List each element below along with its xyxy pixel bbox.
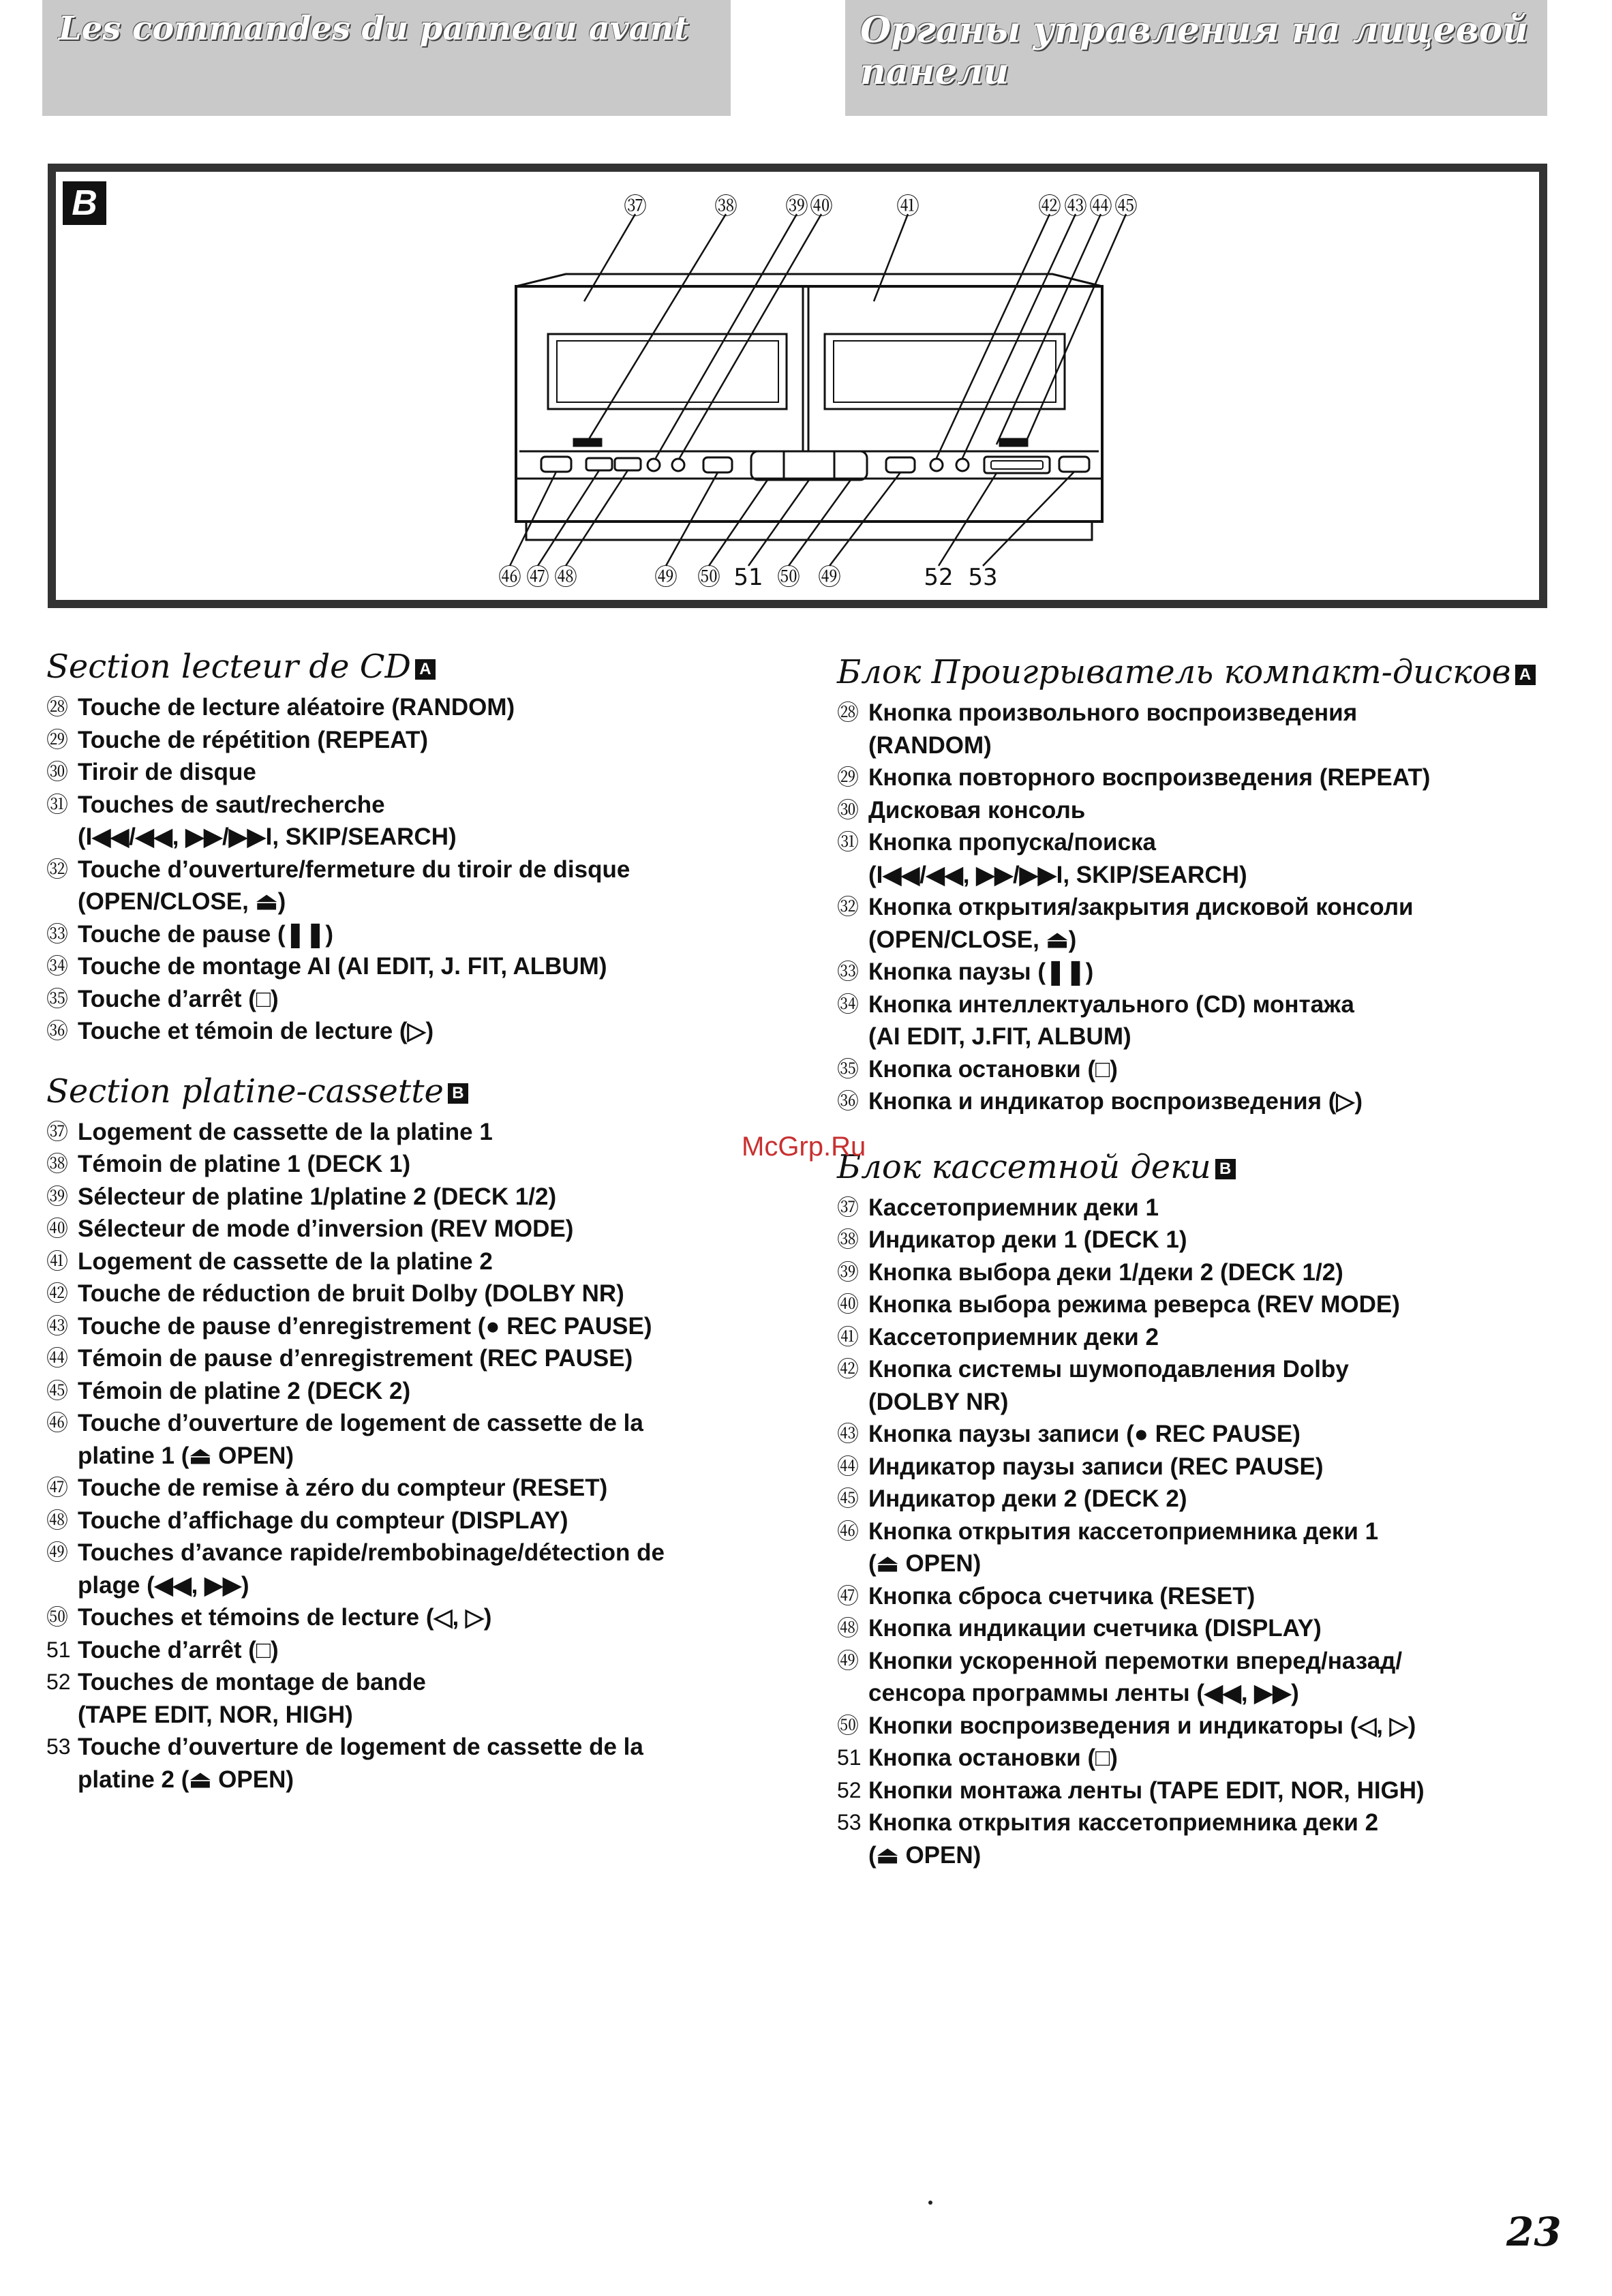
- item-number: ㊱: [837, 1089, 860, 1113]
- list-item: [837, 859, 1539, 892]
- item-number: ㊱: [46, 1018, 69, 1043]
- item-text: Témoin de platine 2 (DECK 2): [78, 1377, 411, 1404]
- list-item: [837, 1053, 1539, 1086]
- item-text: Дисковая консоль: [868, 796, 1086, 824]
- item-number: ㊲: [837, 1194, 860, 1220]
- list-item: [837, 1224, 1539, 1256]
- item-number: ㊸: [837, 1421, 860, 1446]
- rev-mode-button: [672, 459, 684, 471]
- item-number: ㊺: [46, 1378, 69, 1403]
- list-item: [837, 988, 1539, 1021]
- reset-button: [586, 458, 612, 470]
- list-item: [46, 1634, 755, 1667]
- list-item: [837, 1085, 1539, 1118]
- list-item: [837, 1386, 1539, 1419]
- callout-50a: ㊿: [697, 564, 720, 591]
- item-number: ㉙: [46, 727, 69, 752]
- item-number: ㊲: [46, 1119, 69, 1144]
- item-number: ㊾: [46, 1540, 69, 1565]
- list-item: [46, 1116, 755, 1149]
- item-text: Кнопка остановки (□): [868, 1055, 1118, 1083]
- deck2-open-button: [1059, 457, 1089, 472]
- item-text: Touche d’affichage du compteur (DISPLAY): [78, 1507, 568, 1534]
- item-number: ㉚: [46, 759, 69, 784]
- list-item: [837, 1742, 1539, 1774]
- callout-51: 51: [733, 564, 763, 591]
- russian-column: [837, 653, 1539, 1871]
- rewind-button: [703, 457, 732, 472]
- item-text: Touches de montage de bande: [78, 1669, 426, 1695]
- list-item: [46, 1731, 755, 1764]
- item-text: Индикатор паузы записи (REC PAUSE): [868, 1453, 1324, 1480]
- item-number: ㊷: [46, 1281, 69, 1305]
- item-number: ㊸: [46, 1313, 69, 1338]
- item-text: (TAPE EDIT, NOR, HIGH): [78, 1701, 353, 1728]
- item-number: ㊴: [837, 1259, 860, 1284]
- item-text: Индикатор деки 1 (DECK 1): [868, 1226, 1187, 1253]
- header-left-banner: [42, 0, 731, 116]
- list-item: [46, 1213, 755, 1245]
- list-item: [46, 1181, 755, 1213]
- item-number: ㊻: [46, 1410, 69, 1435]
- deck-diagram: [56, 172, 1539, 600]
- figure-tag: B: [63, 181, 106, 225]
- item-text: Logement de cassette de la platine 1: [78, 1118, 493, 1145]
- item-number: ㉜: [46, 856, 69, 881]
- item-number: ㉙: [837, 765, 860, 789]
- item-text: Кнопка открытия/закрытия дисковой консоли: [868, 894, 1414, 920]
- list-item: [46, 1764, 755, 1796]
- tape-section-title-text: Блок кассетной деки: [837, 1147, 1211, 1186]
- list-item: [837, 1288, 1539, 1321]
- item-text: Кнопка системы шумоподавления Dolby: [868, 1356, 1349, 1383]
- item-number: ㊼: [837, 1583, 860, 1608]
- ffwd-button: [886, 457, 915, 472]
- list-item: [46, 1310, 755, 1343]
- callout-50b: ㊿: [777, 564, 800, 591]
- item-text: Touche d’arrêt (□): [78, 1636, 279, 1663]
- item-text: Touche de répétition (REPEAT): [78, 726, 428, 753]
- list-item: [837, 1677, 1539, 1710]
- item-text: platine 1 (⏏ OPEN): [78, 1442, 294, 1469]
- item-text: Кнопка открытия кассетоприемника деки 1: [868, 1517, 1379, 1545]
- transport-cluster: [751, 451, 867, 480]
- item-number: ㊹: [837, 1453, 860, 1479]
- tape-section-title-fr: [46, 1072, 755, 1111]
- item-text: (OPEN/CLOSE, ⏏): [868, 926, 1077, 953]
- item-number: ㊵: [46, 1216, 69, 1241]
- item-number: ㉞: [46, 954, 69, 978]
- list-item: [837, 826, 1539, 859]
- deck1-indicator: [574, 439, 601, 446]
- item-number: ㉟: [46, 986, 69, 1011]
- item-text: сенсора программы ленты (◀◀, ▶▶): [868, 1680, 1299, 1706]
- item-number: ㉘: [46, 695, 69, 719]
- list-item: [46, 886, 755, 918]
- callout-38: ㊳: [714, 193, 737, 220]
- list-item: [46, 789, 755, 821]
- item-text: (⏏ OPEN): [868, 1841, 982, 1869]
- list-item: [46, 1601, 755, 1634]
- deck-select-button: [648, 459, 660, 471]
- callout-44: ㊹: [1089, 193, 1112, 220]
- cd-items-fr: [46, 691, 755, 1048]
- list-item: [837, 1774, 1539, 1807]
- item-number: 53: [837, 1810, 862, 1834]
- tape-section-badge: B: [1215, 1159, 1236, 1179]
- item-text: Кнопка выбора режима реверса (REV MODE): [868, 1291, 1400, 1318]
- item-text: (I◀◀/◀◀, ▶▶/▶▶I, SKIP/SEARCH): [78, 824, 457, 850]
- item-number: ㊳: [46, 1151, 69, 1176]
- item-text: Sélecteur de mode d’inversion (REV MODE): [78, 1215, 574, 1242]
- item-number: ㉝: [837, 959, 860, 984]
- list-item: [837, 924, 1539, 956]
- list-item: [46, 1407, 755, 1440]
- list-item: [46, 1699, 755, 1732]
- item-number: ㉜: [837, 894, 860, 919]
- item-number: ㉛: [837, 830, 860, 854]
- item-number: ㊺: [837, 1486, 860, 1511]
- list-item: [46, 854, 755, 886]
- list-item: [46, 1472, 755, 1505]
- item-text: Кнопка паузы записи (● REC PAUSE): [868, 1421, 1301, 1447]
- list-item: [46, 1245, 755, 1278]
- item-number: ㉚: [837, 797, 860, 822]
- item-number: ㊴: [46, 1183, 69, 1209]
- deck1-window: [548, 334, 787, 409]
- item-number: ㊷: [837, 1357, 860, 1381]
- item-number: ㉟: [837, 1056, 860, 1081]
- item-number: ㊼: [46, 1475, 69, 1500]
- item-number: ㉛: [46, 791, 69, 817]
- list-item: [46, 1666, 755, 1699]
- list-item: [837, 1547, 1539, 1580]
- item-text: Logement de cassette de la platine 2: [78, 1248, 493, 1275]
- list-item: [46, 756, 755, 789]
- item-text: Touche de pause (❚❚): [78, 920, 333, 948]
- item-text: (AI EDIT, J.FIT, ALBUM): [868, 1023, 1131, 1050]
- callout-49a: ㊾: [654, 564, 678, 591]
- list-item: [46, 1537, 755, 1569]
- item-text: Кнопка пропуска/поиска: [868, 829, 1157, 856]
- list-item: [837, 1645, 1539, 1678]
- callout-48: ㊽: [554, 564, 577, 591]
- french-column: [46, 648, 755, 1796]
- item-number: ㊵: [837, 1292, 860, 1316]
- callout-45: ㊺: [1114, 193, 1138, 220]
- list-item: [46, 1342, 755, 1375]
- item-text: (I◀◀/◀◀, ▶▶/▶▶I, SKIP/SEARCH): [868, 861, 1247, 888]
- deck1-open-button: [541, 457, 571, 472]
- item-number: ㊻: [837, 1518, 860, 1543]
- item-text: Кнопка сброса счетчика (RESET): [868, 1582, 1256, 1610]
- list-item: [46, 918, 755, 951]
- item-text: (RANDOM): [868, 731, 992, 759]
- item-text: Touches d’avance rapide/rembobinage/détection de: [78, 1539, 665, 1566]
- item-text: Кнопки монтажа ленты (TAPE EDIT, NOR, HIGH): [868, 1777, 1425, 1804]
- list-item: [837, 1580, 1539, 1613]
- item-text: Touche et témoin de lecture (▷): [78, 1018, 434, 1044]
- list-item: [46, 821, 755, 854]
- item-text: Кнопка выбора деки 1/деки 2 (DECK 1/2): [868, 1258, 1343, 1286]
- item-text: Touche d’ouverture de logement de cassette de la: [78, 1410, 643, 1436]
- item-text: Кнопка произвольного воспроизведения: [868, 699, 1358, 726]
- item-text: Кнопка паузы (❚❚): [868, 958, 1094, 985]
- callout-46: ㊻: [498, 564, 521, 591]
- callout-52: 52: [924, 564, 954, 591]
- item-text: Touches de saut/recherche: [78, 791, 385, 818]
- item-number: ㉘: [837, 700, 860, 725]
- item-text: Touche d’ouverture/fermeture du tiroir de disque: [78, 856, 630, 883]
- item-text: Кнопка открытия кассетоприемника деки 2: [868, 1809, 1379, 1836]
- cd-section-title-text: Блок Проигрыватель компакт-дисков: [837, 653, 1511, 691]
- callout-43: ㊸: [1064, 193, 1087, 220]
- item-text: Кассетоприемник деки 2: [868, 1323, 1159, 1350]
- item-number: ㊹: [46, 1346, 69, 1370]
- item-text: Touche de remise à zéro du compteur (RESET): [78, 1475, 608, 1501]
- item-number: 52: [46, 1670, 71, 1694]
- item-text: Кнопка повторного воспроизведения (REPEAT): [868, 764, 1431, 791]
- display-button: [615, 458, 641, 470]
- item-text: Индикатор деки 2 (DECK 2): [868, 1485, 1187, 1512]
- header-right-banner: [845, 0, 1547, 116]
- list-item: [837, 1256, 1539, 1289]
- item-text: Touche de montage AI (AI EDIT, J. FIT, ALBUM): [78, 953, 607, 980]
- list-item: [837, 1418, 1539, 1451]
- item-text: (⏏ OPEN): [868, 1550, 982, 1577]
- list-item: [46, 724, 755, 757]
- list-item: [837, 1839, 1539, 1872]
- cd-section-title-text: Section lecteur de CD: [46, 648, 411, 686]
- tape-items-fr: [46, 1116, 755, 1796]
- item-text: Кнопка остановки (□): [868, 1744, 1118, 1771]
- list-item: [46, 983, 755, 1016]
- list-item: [837, 794, 1539, 827]
- list-item: [837, 1612, 1539, 1645]
- list-item: [46, 1148, 755, 1181]
- item-text: Sélecteur de platine 1/platine 2 (DECK 1/2): [78, 1183, 557, 1210]
- list-item: [837, 891, 1539, 924]
- item-number: ㊽: [837, 1616, 860, 1640]
- item-text: platine 2 (⏏ OPEN): [78, 1766, 294, 1793]
- item-text: Touche d’ouverture de logement de cassette de la: [78, 1734, 643, 1760]
- list-item: [837, 1515, 1539, 1548]
- list-item: [837, 761, 1539, 794]
- item-text: Tiroir de disque: [78, 759, 256, 785]
- item-text: plage (◀◀, ▶▶): [78, 1571, 249, 1599]
- item-text: Кнопки воспроизведения и индикаторы (◁, ▷): [868, 1712, 1416, 1739]
- item-text: Кнопка и индикатор воспроизведения (▷): [868, 1088, 1363, 1115]
- callout-37: ㊲: [624, 193, 647, 220]
- list-item: [46, 1569, 755, 1602]
- list-item: [837, 1321, 1539, 1354]
- tape-edit-switch: [984, 457, 1050, 473]
- item-text: Кнопка интеллектуального (CD) монтажа: [868, 991, 1354, 1018]
- list-item: [46, 950, 755, 983]
- dolby-nr-button: [930, 459, 943, 471]
- item-number: 51: [837, 1745, 862, 1770]
- list-item: [837, 1353, 1539, 1386]
- header-right-title: Органы управления на лицевой панели: [860, 10, 1529, 93]
- list-item: [46, 1278, 755, 1310]
- list-item: [837, 1710, 1539, 1742]
- item-number: ㊶: [837, 1324, 860, 1349]
- item-text: Кнопки ускоренной перемотки вперед/назад/: [868, 1647, 1403, 1674]
- stray-dot: [928, 2201, 932, 2205]
- item-text: Touche de réduction de bruit Dolby (DOLBY NR): [78, 1280, 624, 1307]
- page-number: 23: [1506, 2209, 1562, 2255]
- cd-section-badge: A: [415, 659, 436, 680]
- list-item: [46, 1015, 755, 1048]
- list-item: [837, 1807, 1539, 1839]
- list-item: [46, 691, 755, 724]
- item-number: ㉞: [837, 991, 860, 1016]
- list-item: [46, 1375, 755, 1408]
- cd-section-badge: A: [1515, 665, 1536, 685]
- header-left-title: Les commandes du panneau avant: [59, 10, 689, 48]
- list-item: [46, 1440, 755, 1472]
- item-number: 51: [46, 1637, 71, 1662]
- item-number: ㊽: [46, 1507, 69, 1532]
- item-number: ㊾: [837, 1648, 860, 1673]
- callout-47: ㊼: [526, 564, 549, 591]
- callout-41: ㊶: [896, 193, 919, 220]
- callout-39: ㊴: [785, 193, 808, 220]
- list-item: [46, 1505, 755, 1537]
- item-text: Témoin de platine 1 (DECK 1): [78, 1151, 411, 1177]
- list-item: [837, 1021, 1539, 1053]
- watermark: McGrp.Ru: [742, 1132, 866, 1162]
- cd-section-title-fr: [46, 648, 755, 686]
- callout-40: ㊵: [810, 193, 833, 220]
- item-text: (DOLBY NR): [868, 1388, 1009, 1415]
- rec-pause-button: [956, 459, 969, 471]
- item-number: 53: [46, 1734, 71, 1759]
- item-text: Témoin de pause d’enregistrement (REC PAUSE): [78, 1345, 633, 1372]
- item-number: ㊿: [837, 1712, 860, 1738]
- cd-section-title-ru: [837, 653, 1539, 691]
- item-text: Touche de pause d’enregistrement (● REC PAUSE): [78, 1312, 652, 1340]
- list-item: [837, 697, 1539, 729]
- item-text: Touches et témoins de lecture (◁, ▷): [78, 1604, 492, 1631]
- tape-section-badge: B: [448, 1083, 468, 1104]
- cd-items-ru: [837, 697, 1539, 1118]
- callout-49b: ㊾: [818, 564, 841, 591]
- list-item: [837, 1451, 1539, 1483]
- list-item: [837, 1192, 1539, 1224]
- tape-section-title-ru: [837, 1148, 1539, 1186]
- item-number: ㊿: [46, 1605, 69, 1629]
- tape-items-ru: [837, 1192, 1539, 1872]
- list-item: [837, 729, 1539, 762]
- item-text: Touche de lecture aléatoire (RANDOM): [78, 694, 515, 721]
- item-text: Кнопка индикации счетчика (DISPLAY): [868, 1615, 1322, 1642]
- callout-53: 53: [968, 564, 998, 591]
- item-number: 52: [837, 1777, 862, 1802]
- deck2-indicator: [1000, 439, 1027, 446]
- tape-section-title-text: Section platine-cassette: [46, 1072, 444, 1111]
- item-number: ㊳: [837, 1227, 860, 1252]
- callout-42: ㊷: [1038, 193, 1061, 220]
- item-text: Touche d’arrêt (□): [78, 985, 279, 1012]
- item-number: ㉝: [46, 921, 69, 946]
- list-item: [837, 1483, 1539, 1515]
- list-item: [837, 956, 1539, 988]
- item-text: (OPEN/CLOSE, ⏏): [78, 888, 286, 915]
- item-text: Кассетоприемник деки 1: [868, 1194, 1159, 1221]
- item-number: ㊶: [46, 1248, 69, 1273]
- front-panel-figure: [48, 164, 1547, 608]
- deck-top-outline: [516, 274, 1102, 286]
